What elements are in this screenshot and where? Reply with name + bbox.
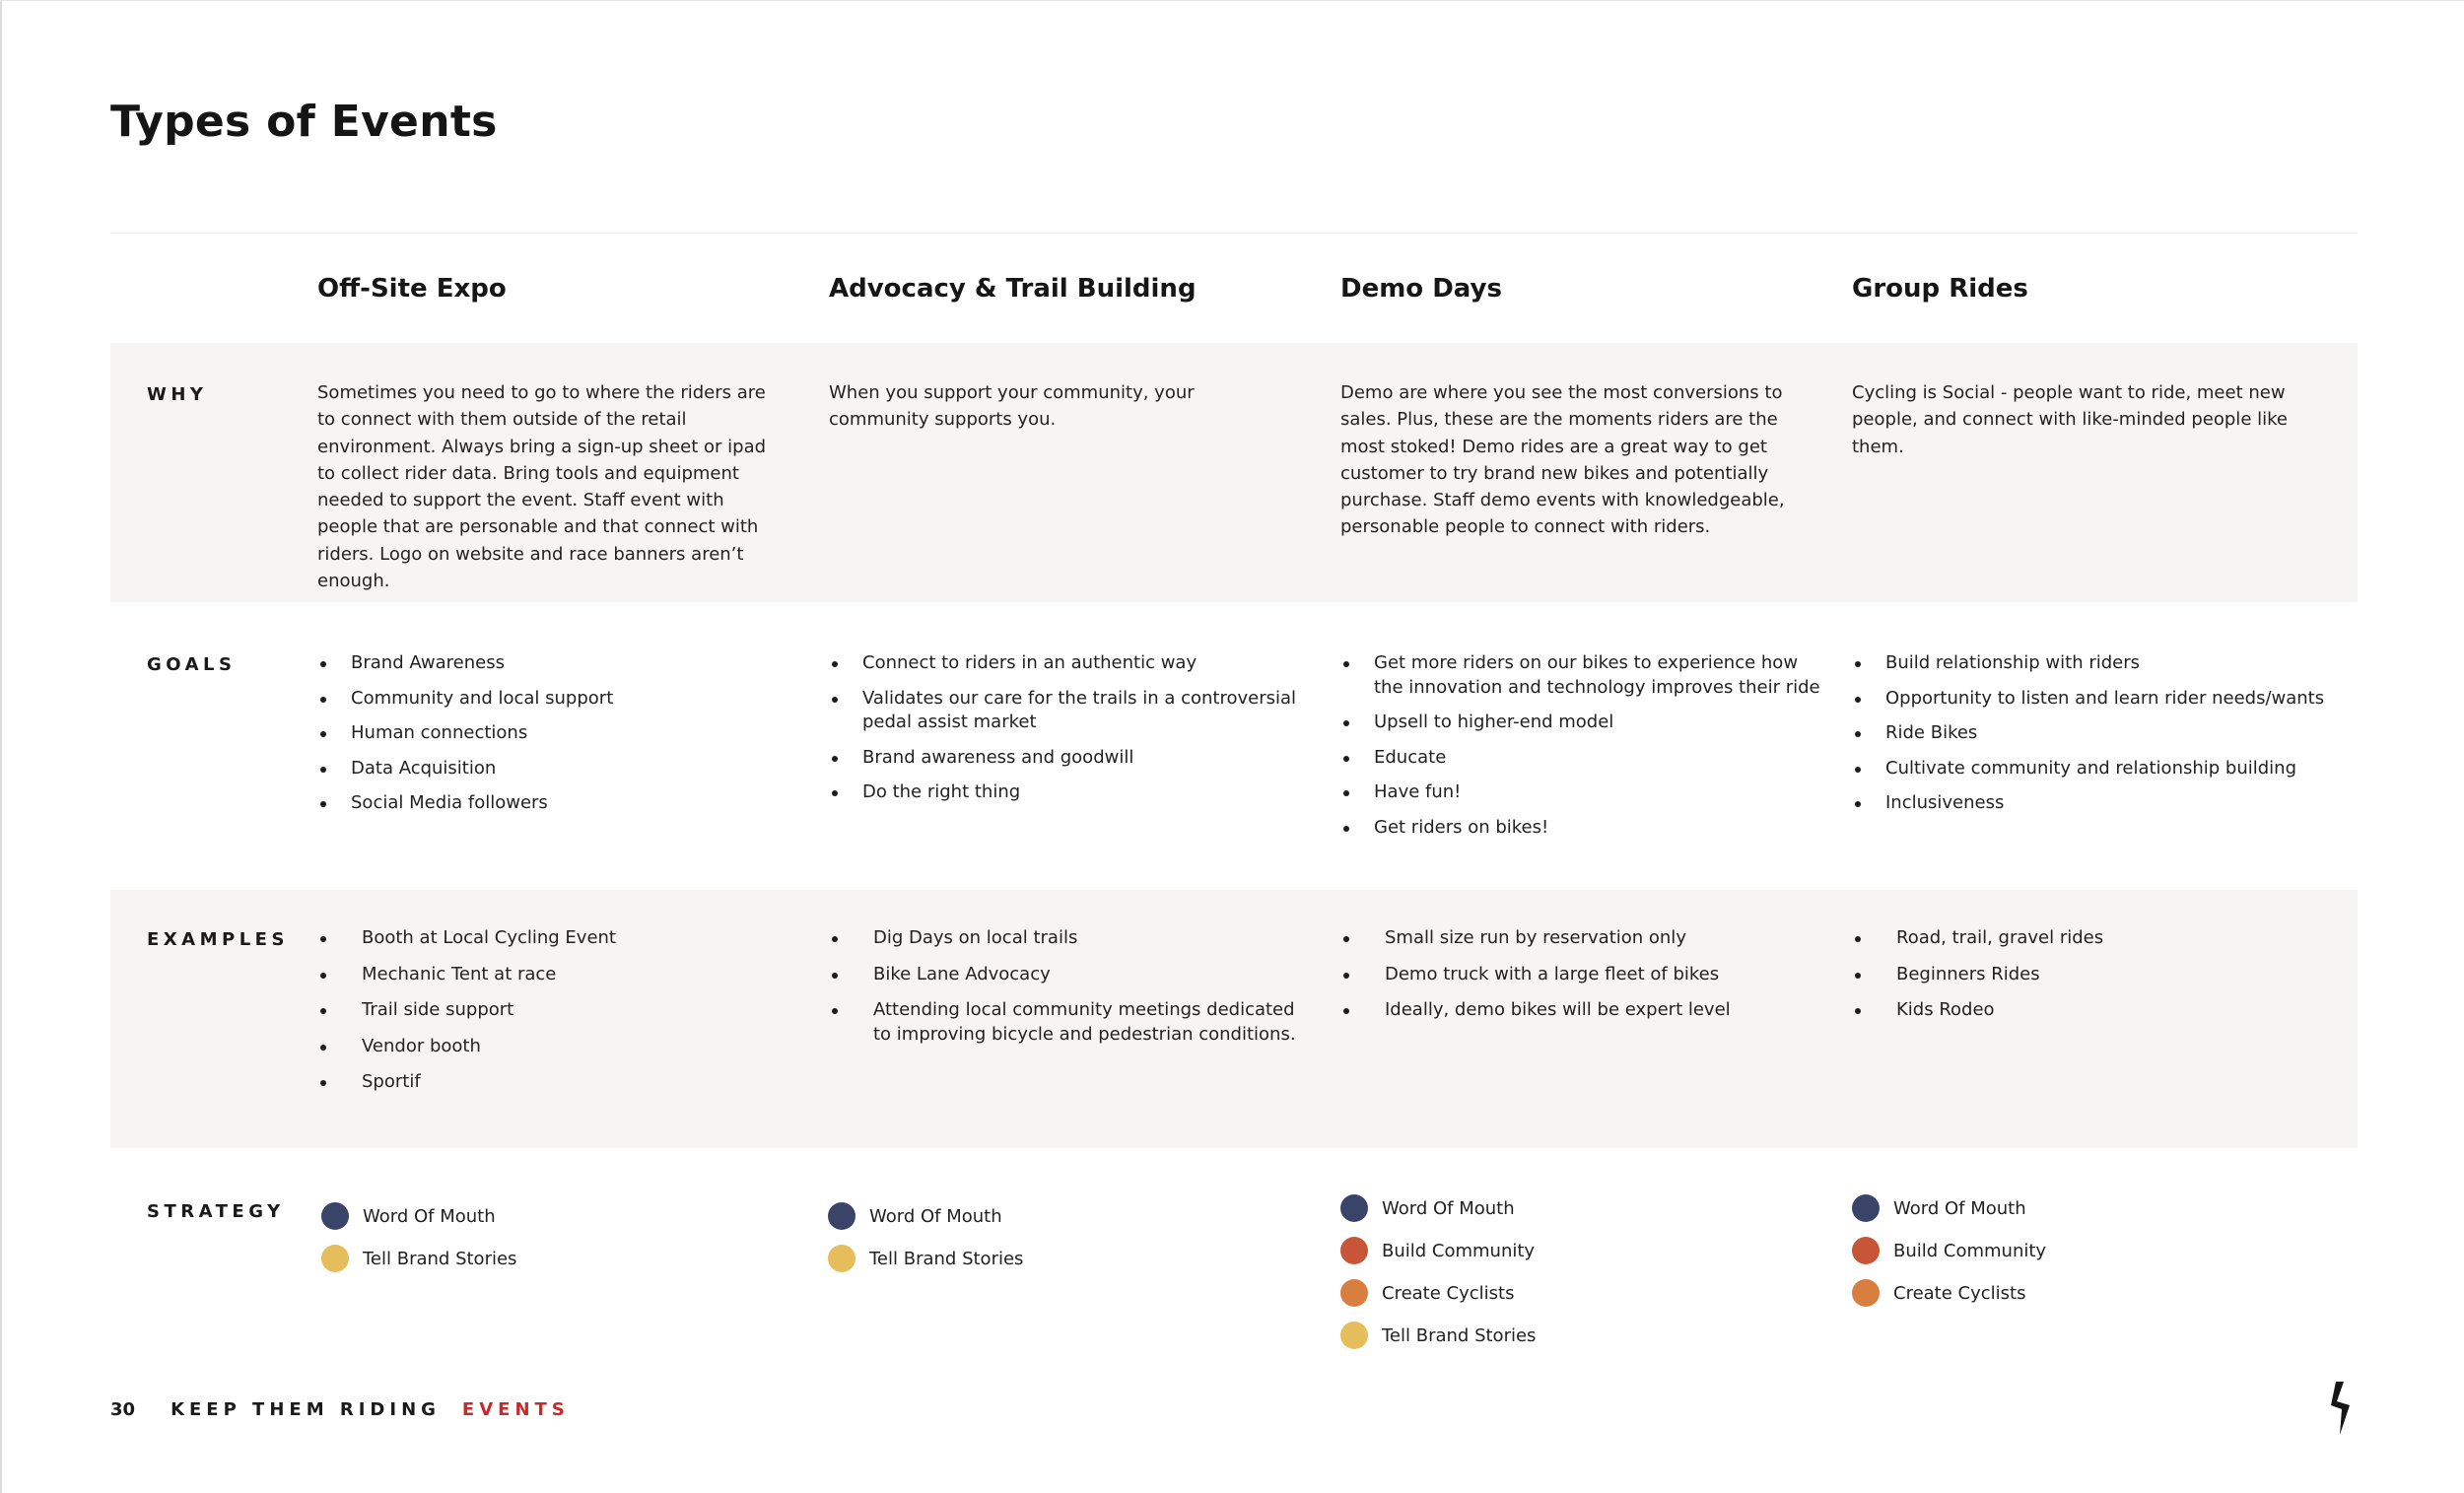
column-heading-group-rides: Group Rides (1852, 274, 2028, 304)
strategy-dot-icon (321, 1202, 349, 1230)
strategy-dot-icon (1340, 1322, 1368, 1349)
list-item: Demo truck with a large fleet of bikes (1340, 963, 1823, 987)
why-row (110, 343, 2358, 602)
list-item: Social Media followers (317, 791, 800, 816)
strategy-item (1852, 1237, 2046, 1264)
list-item: Mechanic Tent at race (317, 963, 800, 987)
row-label-goals: GOALS (147, 654, 237, 675)
strategy-label: Word Of Mouth (869, 1205, 1002, 1227)
list-item: Get riders on bikes! (1340, 816, 1823, 841)
list-item: Have fun! (1340, 780, 1823, 805)
list-item: Human connections (317, 721, 800, 746)
header-divider (110, 233, 2358, 234)
brand-s-mark-icon (2328, 1380, 2356, 1437)
examples-row (110, 890, 2358, 1148)
list-item: Sportif (317, 1070, 800, 1095)
page-number: 30 (110, 1399, 136, 1420)
footer-section-title: EVENTS (461, 1399, 570, 1420)
row-label-why: WHY (147, 384, 208, 405)
list-item: Booth at Local Cycling Event (317, 926, 800, 951)
strategy-item (1852, 1194, 2046, 1222)
column-heading-demo-days: Demo Days (1340, 274, 1502, 304)
examples-list-off-site-expo (317, 926, 800, 1107)
strategy-dot-icon (1852, 1237, 1880, 1264)
strategy-dot-icon (828, 1202, 856, 1230)
list-item: Ride Bikes (1852, 721, 2335, 746)
row-label-strategy: STRATEGY (147, 1201, 285, 1222)
list-item: Trail side support (317, 998, 800, 1023)
strategy-label: Word Of Mouth (1893, 1197, 2026, 1219)
column-heading-advocacy: Advocacy & Trail Building (829, 274, 1197, 304)
strategy-label: Tell Brand Stories (363, 1248, 517, 1269)
strategy-label: Word Of Mouth (363, 1205, 496, 1227)
strategy-dot-icon (828, 1245, 856, 1272)
page-top-edge (0, 0, 2464, 1)
list-item: Validates our care for the trails in a controversial pedal assist market (829, 687, 1312, 735)
list-item: Do the right thing (829, 780, 1312, 805)
examples-list-demo-days (1340, 926, 1823, 1035)
list-item: Get more riders on our bikes to experience how the innovation and technology improves their ride (1340, 651, 1823, 700)
list-item: Kids Rodeo (1852, 998, 2335, 1023)
strategy-dot-icon (1340, 1194, 1368, 1222)
strategy-item (1340, 1194, 1536, 1222)
list-item: Data Acquisition (317, 757, 800, 781)
list-item: Opportunity to listen and learn rider needs/wants (1852, 687, 2335, 712)
why-text-group-rides: Cycling is Social - people want to ride, meet new people, and connect with like-minded people like them. (1852, 382, 2288, 457)
strategy-label: Create Cyclists (1893, 1282, 2026, 1304)
strategy-item (321, 1202, 516, 1230)
strategy-label: Tell Brand Stories (1382, 1324, 1537, 1346)
list-item: Dig Days on local trails (829, 926, 1312, 951)
list-item: Upsell to higher-end model (1340, 711, 1823, 735)
strategy-item (1340, 1237, 1536, 1264)
strategy-dot-icon (1340, 1279, 1368, 1307)
row-label-examples: EXAMPLES (147, 929, 289, 950)
list-item: Vendor booth (317, 1035, 800, 1059)
strategy-label: Build Community (1893, 1240, 2047, 1261)
list-item: Inclusiveness (1852, 791, 2335, 816)
strategy-item (828, 1245, 1023, 1272)
goals-list-demo-days (1340, 651, 1823, 850)
examples-list-advocacy (829, 926, 1312, 1058)
strategy-dot-icon (1852, 1194, 1880, 1222)
page-left-edge (0, 0, 2, 1493)
strategy-item (828, 1202, 1023, 1230)
strategy-label: Word Of Mouth (1382, 1197, 1515, 1219)
examples-list-group-rides (1852, 926, 2335, 1035)
list-item: Community and local support (317, 687, 800, 712)
strategy-item (1852, 1279, 2046, 1307)
list-item: Ideally, demo bikes will be expert level (1340, 998, 1823, 1023)
goals-list-off-site-expo (317, 651, 800, 827)
list-item: Attending local community meetings dedicated to improving bicycle and pedestrian conditions. (829, 998, 1312, 1047)
strategy-dot-icon (1340, 1237, 1368, 1264)
list-item: Brand Awareness (317, 651, 800, 676)
strategy-list-advocacy (828, 1202, 1023, 1287)
list-item: Cultivate community and relationship building (1852, 757, 2335, 781)
list-item: Connect to riders in an authentic way (829, 651, 1312, 676)
list-item: Brand awareness and goodwill (829, 746, 1312, 771)
strategy-list-demo-days (1340, 1194, 1536, 1364)
strategy-label: Tell Brand Stories (869, 1248, 1024, 1269)
strategy-label: Build Community (1382, 1240, 1536, 1261)
strategy-list-group-rides (1852, 1194, 2046, 1322)
why-text-advocacy: When you support your community, your community supports you. (829, 382, 1195, 431)
why-text-demo-days: Demo are where you see the most conversions to sales. Plus, these are the moments riders are the most stoked! Demo rides are a great way to get customer to try brand new bikes and potentially purchase. Staff demo events with knowledgeable, personable people to connect with riders. (1340, 382, 1785, 538)
column-heading-off-site-expo: Off-Site Expo (317, 274, 507, 304)
why-text-off-site-expo: Sometimes you need to go to where the riders are to connect with them outside of the retail environment. Always bring a sign-up sheet or ipad to collect rider data. Bring tools and equipment needed to support the event. Staff event with people that are personable and that connect with riders. Logo on website and race banners aren’t enough. (317, 382, 767, 592)
list-item: Educate (1340, 746, 1823, 771)
strategy-item (1340, 1322, 1536, 1349)
list-item: Small size run by reservation only (1340, 926, 1823, 951)
list-item: Bike Lane Advocacy (829, 963, 1312, 987)
strategy-list-off-site-expo (321, 1202, 516, 1287)
page-footer (110, 1399, 570, 1420)
goals-list-group-rides (1852, 651, 2335, 827)
strategy-dot-icon (321, 1245, 349, 1272)
list-item: Beginners Rides (1852, 963, 2335, 987)
strategy-item (1340, 1279, 1536, 1307)
strategy-item (321, 1245, 516, 1272)
strategy-row (110, 1148, 2358, 1365)
footer-book-title: KEEP THEM RIDING (171, 1399, 441, 1420)
goals-list-advocacy (829, 651, 1312, 816)
list-item: Road, trail, gravel rides (1852, 926, 2335, 951)
page-title: Types of Events (110, 97, 498, 147)
strategy-dot-icon (1852, 1279, 1880, 1307)
list-item: Build relationship with riders (1852, 651, 2335, 676)
goals-row (110, 602, 2358, 890)
strategy-label: Create Cyclists (1382, 1282, 1515, 1304)
